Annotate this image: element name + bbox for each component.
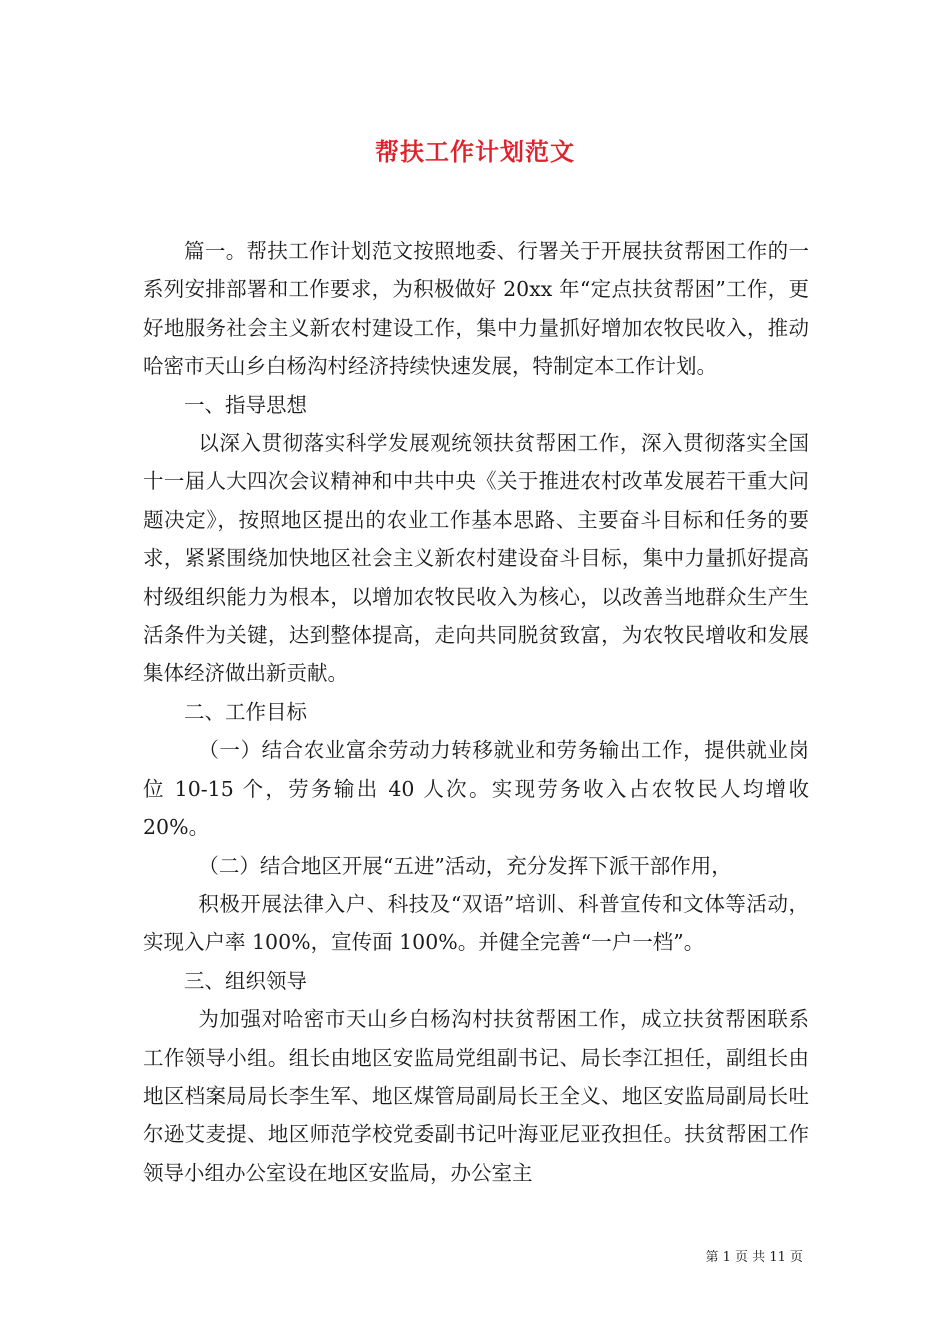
document-title: 帮扶工作计划范文 [375,137,575,166]
paragraph: 篇一。帮扶工作计划范文按照地委、行署关于开展扶贫帮困工作的一系列安排部署和工作要求，为积极做好 20xx 年“定点扶贫帮困”工作，更好地服务社会主义新农村建设工作，集中力量抓好增加农牧民收入，推动哈密市天山乡白杨沟村经济持续快速发展，特制定本工作计划。 [143,239,809,379]
document-body [143,232,809,1192]
paragraph: 为加强对哈密市天山乡白杨沟村扶贫帮困工作，成立扶贫帮困联系工作领导小组。组长由地区安监局党组副书记、局长李江担任，副组长由地区档案局局长李生军、地区煤管局副局长王全义、地区安监局副局长吐尔逊艾麦提、地区师范学校党委副书记叶海亚尼亚孜担任。扶贫帮困工作领导小组办公室设在地区安监局，办公室主 [143,1007,809,1185]
paragraph: 以深入贯彻落实科学发展观统领扶贫帮困工作，深入贯彻落实全国十一届人大四次会议精神和中共中央《关于推进农村改革发展若干重大问题决定》，按照地区提出的农业工作基本思路、主要奋斗目标和任务的要求，紧紧围绕加快地区社会主义新农村建设奋斗目标，集中力量抓好提高村级组织能力为根本，以增加农牧民收入为核心，以改善当地群众生产生活条件为关键，达到整体提高，走向共同脱贫致富，为农牧民增收和发展集体经济做出新贡献。 [143,431,809,686]
section-heading: 二、工作目标 [184,699,307,724]
page-number: 第 1 页 共 11 页 [705,1250,803,1265]
paragraph: 积极开展法律入户、科技及“双语”培训、科普宣传和文体等活动，实现入户率 100%，宣传面 100%。并健全完善“一户一档”。 [143,891,809,955]
paragraph: （二）结合地区开展“五进”活动，充分发挥下派干部作用， [198,853,732,878]
section-heading: 三、组织领导 [184,968,307,993]
section-heading: 一、指导思想 [184,392,307,417]
paragraph: （一）结合农业富余劳动力转移就业和劳务输出工作，提供就业岗位 10-15 个，劳务输出 40 人次。实现劳务收入占农牧民人均增收 20%。 [143,738,809,840]
